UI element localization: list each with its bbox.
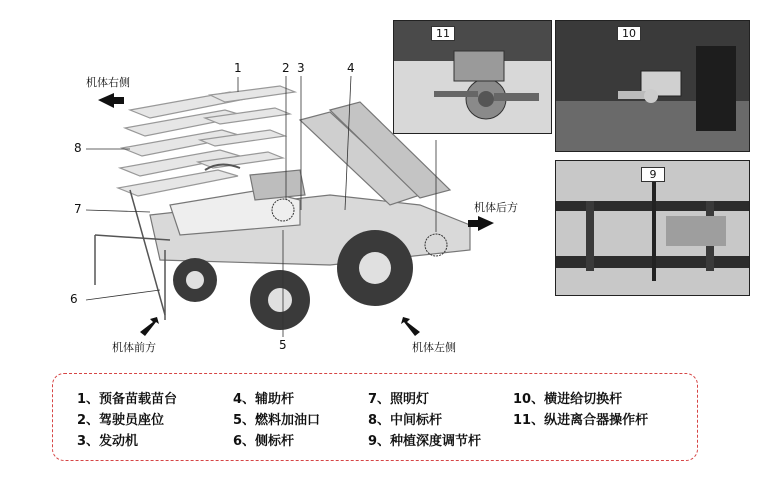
direction-left: 机体左侧 xyxy=(412,341,456,354)
legend-item-6: 6、侧标杆 xyxy=(233,434,295,449)
legend-item-10: 10、横进给切换杆 xyxy=(513,392,623,407)
legend-item-3: 3、发动机 xyxy=(77,434,139,449)
legend-item-9: 9、种植深度调节杆 xyxy=(368,434,482,449)
callout-2: 2 xyxy=(282,61,290,75)
legend-item-5: 5、燃料加油口 xyxy=(233,413,321,428)
photo-depth-lever xyxy=(555,160,750,296)
legend-item-1: 1、预备苗载苗台 xyxy=(77,392,178,407)
legend-item-11: 11、纵进离合器操作杆 xyxy=(513,413,649,428)
photo-tag-11: 11 xyxy=(431,26,455,41)
direction-rear: 机体后方 xyxy=(474,201,518,214)
photo-tag-9: 9 xyxy=(641,167,665,182)
callout-1: 1 xyxy=(234,61,242,75)
photo-tag-10: 10 xyxy=(617,26,641,41)
callout-7: 7 xyxy=(74,202,82,216)
legend-item-4: 4、辅助杆 xyxy=(233,392,295,407)
callout-4: 4 xyxy=(347,61,355,75)
legend-box xyxy=(52,373,698,461)
direction-front: 机体前方 xyxy=(112,341,156,354)
photo-feed-lever xyxy=(555,20,750,152)
callout-6: 6 xyxy=(70,292,78,306)
legend-item-8: 8、中间标杆 xyxy=(368,413,443,428)
callout-8: 8 xyxy=(74,141,82,155)
callout-5: 5 xyxy=(279,338,287,352)
direction-right: 机体右侧 xyxy=(86,76,130,89)
callout-3: 3 xyxy=(297,61,305,75)
photo-clutch-lever xyxy=(393,20,552,134)
legend-item-2: 2、驾驶员座位 xyxy=(77,413,165,428)
legend-item-7: 7、照明灯 xyxy=(368,392,430,407)
